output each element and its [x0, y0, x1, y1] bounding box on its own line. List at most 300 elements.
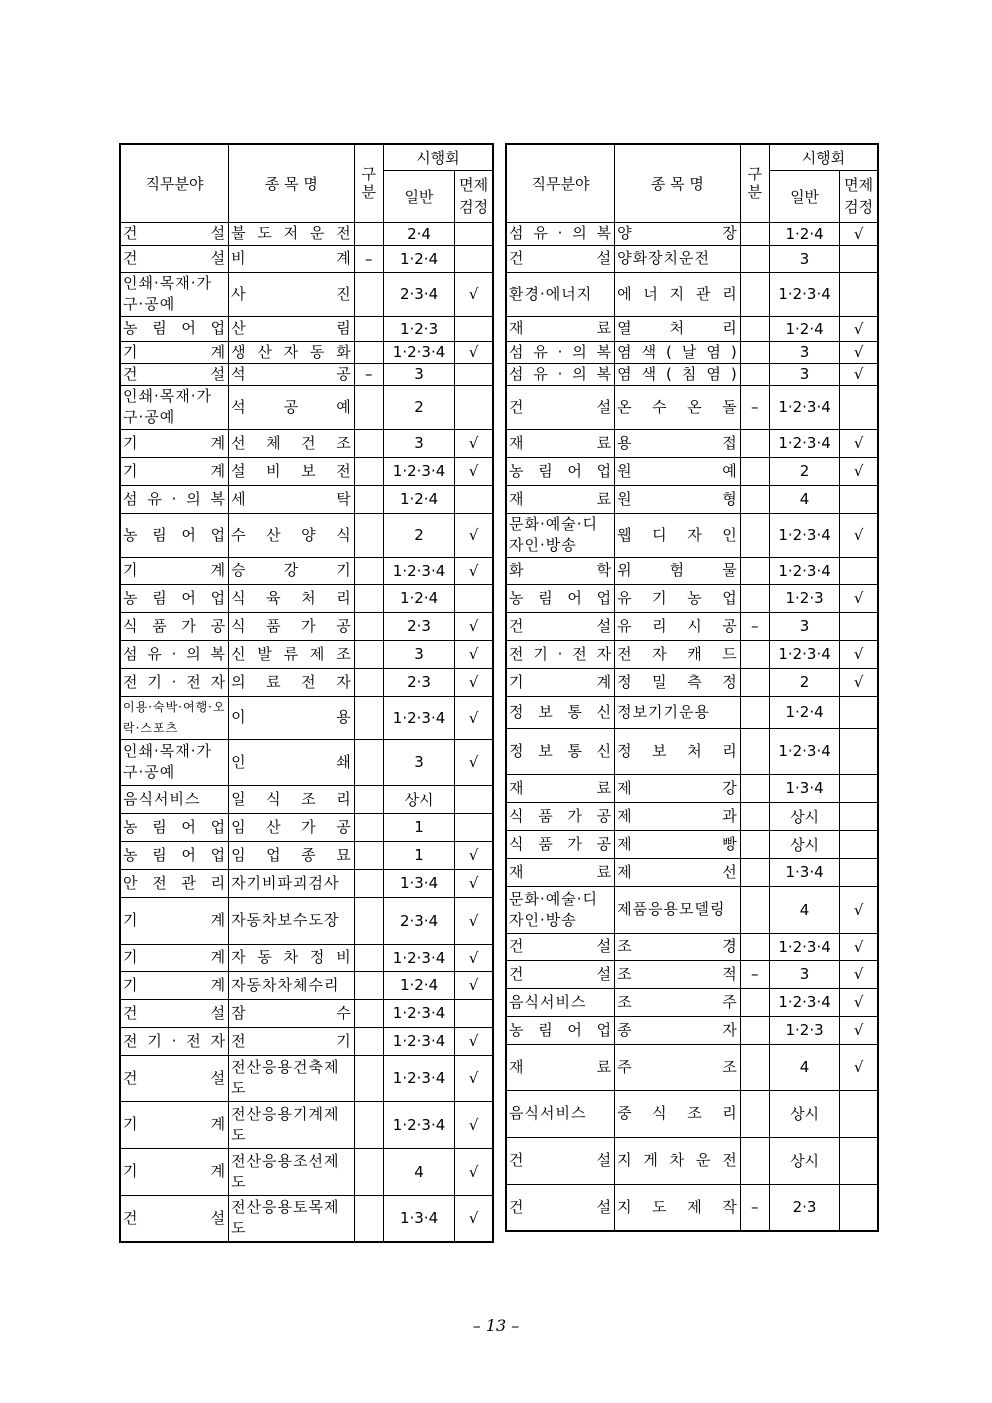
- exempt-mark-cell: [455, 584, 493, 612]
- division-cell: [740, 485, 769, 513]
- job-field-cell: 기 계: [120, 897, 229, 944]
- general-sessions-cell: 2: [383, 385, 454, 429]
- table-row: [506, 728, 878, 774]
- general-sessions-cell: 1·2·3·4: [769, 988, 839, 1016]
- header-exempt: 면제 검정: [840, 170, 878, 222]
- general-sessions-cell: 1: [383, 813, 454, 841]
- general-sessions-cell: 4: [769, 1044, 839, 1090]
- general-sessions-cell: 2: [769, 668, 839, 696]
- table-row: [506, 513, 878, 557]
- job-field-cell: 농 림 어 업: [120, 513, 229, 557]
- general-sessions-cell: 1·2·3·4: [383, 1055, 454, 1101]
- division-cell: [740, 1137, 769, 1184]
- division-cell: [354, 971, 383, 999]
- general-sessions-cell: 2·3·4: [383, 272, 454, 316]
- table-row: [506, 612, 878, 640]
- job-field-cell: 기 계: [120, 429, 229, 457]
- item-name-cell: 전산응용건축제도: [229, 1055, 355, 1101]
- table-row: [506, 668, 878, 696]
- general-sessions-cell: 1·2·3·4: [769, 385, 839, 429]
- general-sessions-cell: 1·2·3: [769, 584, 839, 612]
- division-cell: [740, 1016, 769, 1044]
- job-field-cell: 전 기 · 전 자: [120, 1027, 229, 1055]
- job-field-cell: 기 계: [120, 971, 229, 999]
- job-field-cell: 기 계: [120, 557, 229, 584]
- general-sessions-cell: 3: [769, 960, 839, 988]
- general-sessions-cell: 1·3·4: [383, 869, 454, 897]
- exempt-mark-cell: √: [455, 869, 493, 897]
- division-cell: [354, 612, 383, 640]
- division-cell: [354, 739, 383, 785]
- header-general: 일반: [383, 170, 454, 222]
- item-name-cell: 식 품 가 공: [229, 612, 355, 640]
- job-field-cell: 건 설: [506, 933, 615, 960]
- job-field-cell: 건 설: [120, 999, 229, 1027]
- item-name-cell: 잠 수: [229, 999, 355, 1027]
- general-sessions-cell: 1·2·3·4: [383, 999, 454, 1027]
- table-row: [120, 429, 493, 457]
- job-field-cell: 섬 유 · 의 복: [120, 485, 229, 513]
- exempt-mark-cell: [840, 728, 878, 774]
- item-name-cell: 신 발 류 제 조: [229, 640, 355, 668]
- table-row: [506, 1184, 878, 1231]
- general-sessions-cell: 1·2·3: [383, 316, 454, 341]
- job-field-cell: 건 설: [120, 245, 229, 272]
- table-row: [506, 858, 878, 886]
- general-sessions-cell: 1·2·3·4: [769, 933, 839, 960]
- general-sessions-cell: 1·2·4: [769, 316, 839, 341]
- division-cell: [740, 728, 769, 774]
- table-row: [506, 557, 878, 584]
- job-field-cell: 섬 유 · 의 복: [120, 640, 229, 668]
- item-name-cell: 이 용: [229, 696, 355, 739]
- general-sessions-cell: 상시: [383, 785, 454, 813]
- division-cell: [354, 1055, 383, 1101]
- table-row: [120, 363, 493, 385]
- table-row: [120, 1055, 493, 1101]
- general-sessions-cell: 1·2·3·4: [769, 728, 839, 774]
- general-sessions-cell: 2: [383, 513, 454, 557]
- job-field-cell: 화 학: [506, 557, 615, 584]
- division-cell: [354, 668, 383, 696]
- job-field-cell: 기 계: [120, 944, 229, 971]
- exempt-mark-cell: √: [840, 988, 878, 1016]
- exempt-mark-cell: √: [455, 841, 493, 869]
- job-field-cell: 식 품 가 공: [506, 830, 615, 858]
- exempt-mark-cell: [840, 612, 878, 640]
- general-sessions-cell: 2·3: [383, 668, 454, 696]
- table-row: [120, 696, 493, 739]
- table-row: [120, 485, 493, 513]
- exempt-mark-cell: √: [840, 222, 878, 245]
- division-cell: [740, 513, 769, 557]
- item-name-cell: 불 도 저 운 전: [229, 222, 355, 245]
- job-field-cell: 건 설: [120, 222, 229, 245]
- general-sessions-cell: 1·2·3·4: [769, 272, 839, 316]
- exempt-mark-cell: [455, 316, 493, 341]
- exempt-mark-cell: [840, 557, 878, 584]
- division-cell: [740, 457, 769, 485]
- table-row: [506, 429, 878, 457]
- exempt-mark-cell: [840, 774, 878, 802]
- table-row: [120, 557, 493, 584]
- table-row: [120, 640, 493, 668]
- job-field-cell: 기 계: [120, 341, 229, 363]
- item-name-cell: 제 선: [615, 858, 741, 886]
- table-row: [506, 341, 878, 363]
- exempt-mark-cell: [455, 222, 493, 245]
- division-cell: [354, 485, 383, 513]
- table-row: [506, 960, 878, 988]
- table-row: [120, 222, 493, 245]
- table-row: [120, 944, 493, 971]
- item-name-cell: 자 동 차 정 비: [229, 944, 355, 971]
- job-field-cell: 건 설: [120, 1195, 229, 1242]
- job-field-cell: 건 설: [120, 363, 229, 385]
- exempt-mark-cell: √: [455, 341, 493, 363]
- exempt-mark-cell: √: [840, 668, 878, 696]
- division-cell: [740, 341, 769, 363]
- item-name-cell: 자기비파괴검사: [229, 869, 355, 897]
- job-field-cell: 농 림 어 업: [506, 457, 615, 485]
- exempt-mark-cell: √: [455, 1055, 493, 1101]
- exempt-mark-cell: [455, 385, 493, 429]
- general-sessions-cell: 1·2·3·4: [383, 1101, 454, 1148]
- job-field-cell: 정 보 통 신: [506, 728, 615, 774]
- right-table-body: [506, 222, 878, 1231]
- table-row: [120, 272, 493, 316]
- header-field: 직무분야: [120, 144, 229, 222]
- header-item: 종 목 명: [615, 144, 741, 222]
- item-name-cell: 자동차보수도장: [229, 897, 355, 944]
- table-row: [506, 1044, 878, 1090]
- table-row: [120, 897, 493, 944]
- division-cell: [354, 222, 383, 245]
- division-cell: [740, 774, 769, 802]
- division-cell: [740, 429, 769, 457]
- general-sessions-cell: 4: [769, 886, 839, 933]
- header-general: 일반: [769, 170, 839, 222]
- header-item: 종 목 명: [229, 144, 355, 222]
- header-sessions: 시행회: [383, 144, 493, 170]
- general-sessions-cell: 1·2·3: [769, 1016, 839, 1044]
- table-row: [120, 813, 493, 841]
- item-name-cell: 에 너 지 관 리: [615, 272, 741, 316]
- table-row: [120, 341, 493, 363]
- item-name-cell: 세 탁: [229, 485, 355, 513]
- exempt-mark-cell: √: [840, 429, 878, 457]
- division-cell: [354, 869, 383, 897]
- division-cell: [740, 363, 769, 385]
- exempt-mark-cell: √: [455, 1148, 493, 1195]
- table-row: [120, 1101, 493, 1148]
- item-name-cell: 석 공 예: [229, 385, 355, 429]
- division-cell: [740, 1044, 769, 1090]
- page-number: – 13 –: [472, 1316, 520, 1335]
- general-sessions-cell: 1·2·4: [383, 971, 454, 999]
- job-field-cell: 건 설: [506, 1137, 615, 1184]
- general-sessions-cell: 1·2·3·4: [383, 944, 454, 971]
- exempt-mark-cell: √: [455, 1101, 493, 1148]
- job-field-cell: 건 설: [120, 1055, 229, 1101]
- general-sessions-cell: 1·2·4: [383, 485, 454, 513]
- exempt-mark-cell: √: [455, 513, 493, 557]
- exempt-mark-cell: √: [840, 341, 878, 363]
- division-cell: [354, 385, 383, 429]
- table-row: [506, 696, 878, 728]
- general-sessions-cell: 1·2·3·4: [383, 457, 454, 485]
- division-cell: [354, 999, 383, 1027]
- item-name-cell: 조 경: [615, 933, 741, 960]
- table-row: [506, 886, 878, 933]
- item-name-cell: 지 게 차 운 전: [615, 1137, 741, 1184]
- exempt-mark-cell: [455, 485, 493, 513]
- job-field-cell: 농 림 어 업: [120, 316, 229, 341]
- exempt-mark-cell: [840, 696, 878, 728]
- general-sessions-cell: 1·2·3·4: [383, 557, 454, 584]
- table-row: [506, 316, 878, 341]
- division-cell: [354, 841, 383, 869]
- item-name-cell: 승 강 기: [229, 557, 355, 584]
- table-row: [506, 802, 878, 830]
- exempt-mark-cell: √: [455, 640, 493, 668]
- division-cell: [354, 272, 383, 316]
- job-field-cell: 음식서비스: [506, 1090, 615, 1137]
- table-row: [506, 272, 878, 316]
- job-field-cell: 기 계: [120, 1148, 229, 1195]
- item-name-cell: 제 강: [615, 774, 741, 802]
- exempt-mark-cell: [840, 1137, 878, 1184]
- general-sessions-cell: 1·2·4: [769, 696, 839, 728]
- item-name-cell: 중 식 조 리: [615, 1090, 741, 1137]
- division-cell: –: [740, 1184, 769, 1231]
- item-name-cell: 조 주: [615, 988, 741, 1016]
- header-field: 직무분야: [506, 144, 615, 222]
- job-field-cell: 건 설: [506, 245, 615, 272]
- division-cell: [354, 429, 383, 457]
- division-cell: [354, 557, 383, 584]
- item-name-cell: 전산응용조선제도: [229, 1148, 355, 1195]
- item-name-cell: 원 형: [615, 485, 741, 513]
- item-name-cell: 생 산 자 동 화: [229, 341, 355, 363]
- table-row: [120, 1148, 493, 1195]
- exempt-mark-cell: √: [455, 272, 493, 316]
- division-cell: [354, 316, 383, 341]
- job-field-cell: 섬 유 · 의 복: [506, 341, 615, 363]
- division-cell: [354, 341, 383, 363]
- job-field-cell: 정 보 통 신: [506, 696, 615, 728]
- table-row: [506, 640, 878, 668]
- exempt-mark-cell: √: [455, 557, 493, 584]
- job-field-cell: 섬 유 · 의 복: [506, 363, 615, 385]
- exempt-mark-cell: √: [840, 640, 878, 668]
- table-row: [506, 830, 878, 858]
- exempt-mark-cell: [840, 1184, 878, 1231]
- table-row: [506, 933, 878, 960]
- division-cell: [740, 1090, 769, 1137]
- item-name-cell: 비 계: [229, 245, 355, 272]
- job-field-cell: 재 료: [506, 316, 615, 341]
- division-cell: [354, 513, 383, 557]
- general-sessions-cell: 3: [769, 612, 839, 640]
- job-field-cell: 농 림 어 업: [120, 813, 229, 841]
- division-cell: [740, 272, 769, 316]
- division-cell: [740, 584, 769, 612]
- table-row: [506, 245, 878, 272]
- table-row: [506, 222, 878, 245]
- division-cell: [740, 858, 769, 886]
- item-name-cell: 설 비 보 전: [229, 457, 355, 485]
- exempt-mark-cell: √: [455, 696, 493, 739]
- exempt-mark-cell: √: [840, 363, 878, 385]
- item-name-cell: 전 기: [229, 1027, 355, 1055]
- division-cell: [354, 785, 383, 813]
- exempt-mark-cell: [840, 385, 878, 429]
- exempt-mark-cell: [840, 858, 878, 886]
- table-row: [506, 1090, 878, 1137]
- general-sessions-cell: 2·3: [383, 612, 454, 640]
- item-name-cell: 종 자: [615, 1016, 741, 1044]
- general-sessions-cell: 1·2·4: [383, 245, 454, 272]
- general-sessions-cell: 1·2·3·4: [383, 696, 454, 739]
- division-cell: [354, 457, 383, 485]
- general-sessions-cell: 1·2·4: [383, 584, 454, 612]
- exempt-mark-cell: [455, 999, 493, 1027]
- division-cell: [740, 640, 769, 668]
- general-sessions-cell: 3: [769, 363, 839, 385]
- job-field-cell: 건 설: [506, 960, 615, 988]
- exempt-mark-cell: √: [455, 897, 493, 944]
- division-cell: [354, 1027, 383, 1055]
- general-sessions-cell: 2: [769, 457, 839, 485]
- exempt-mark-cell: [455, 363, 493, 385]
- item-name-cell: 지 도 제 작: [615, 1184, 741, 1231]
- division-cell: [740, 316, 769, 341]
- general-sessions-cell: 1·2·3·4: [769, 557, 839, 584]
- division-cell: [354, 813, 383, 841]
- exempt-mark-cell: [455, 813, 493, 841]
- exempt-mark-cell: √: [455, 457, 493, 485]
- table-row: [506, 584, 878, 612]
- job-field-cell: 건 설: [506, 612, 615, 640]
- job-field-cell: 재 료: [506, 429, 615, 457]
- job-field-cell: 기 계: [506, 668, 615, 696]
- table-row: [506, 485, 878, 513]
- exempt-mark-cell: [455, 785, 493, 813]
- job-field-cell: 섬 유 · 의 복: [506, 222, 615, 245]
- general-sessions-cell: 2·3: [769, 1184, 839, 1231]
- table-row: [120, 739, 493, 785]
- job-field-cell: 식 품 가 공: [120, 612, 229, 640]
- division-cell: –: [740, 960, 769, 988]
- exempt-mark-cell: √: [455, 971, 493, 999]
- item-name-cell: 유 리 시 공: [615, 612, 741, 640]
- job-field-cell: 기 계: [120, 457, 229, 485]
- exempt-mark-cell: √: [840, 584, 878, 612]
- exempt-mark-cell: √: [840, 886, 878, 933]
- job-field-cell: 재 료: [506, 485, 615, 513]
- item-name-cell: 양화장치운전: [615, 245, 741, 272]
- exempt-mark-cell: √: [455, 1027, 493, 1055]
- item-name-cell: 전 자 캐 드: [615, 640, 741, 668]
- item-name-cell: 전산응용토목제도: [229, 1195, 355, 1242]
- general-sessions-cell: 1·2·4: [769, 222, 839, 245]
- item-name-cell: 석 공: [229, 363, 355, 385]
- exempt-mark-cell: √: [840, 513, 878, 557]
- general-sessions-cell: 1·3·4: [383, 1195, 454, 1242]
- division-cell: [354, 944, 383, 971]
- division-cell: [740, 802, 769, 830]
- job-field-cell: 인쇄·목재·가구·공예: [120, 739, 229, 785]
- table-row: [120, 1195, 493, 1242]
- general-sessions-cell: 2·4: [383, 222, 454, 245]
- item-name-cell: 식 육 처 리: [229, 584, 355, 612]
- job-field-cell: 음식서비스: [506, 988, 615, 1016]
- table-row: [506, 774, 878, 802]
- item-name-cell: 일 식 조 리: [229, 785, 355, 813]
- item-name-cell: 조 적: [615, 960, 741, 988]
- exempt-mark-cell: [455, 245, 493, 272]
- exempt-mark-cell: √: [840, 1044, 878, 1090]
- item-name-cell: 열 처 리: [615, 316, 741, 341]
- item-name-cell: 제품응용모델링: [615, 886, 741, 933]
- job-field-cell: 음식서비스: [120, 785, 229, 813]
- general-sessions-cell: 3: [769, 245, 839, 272]
- job-field-cell: 문화·예술·디자인·방송: [506, 513, 615, 557]
- general-sessions-cell: 1·2·3·4: [769, 429, 839, 457]
- job-field-cell: 건 설: [506, 385, 615, 429]
- item-name-cell: 전산응용기계제도: [229, 1101, 355, 1148]
- table-row: [120, 841, 493, 869]
- item-name-cell: 사 진: [229, 272, 355, 316]
- item-name-cell: 온 수 온 돌: [615, 385, 741, 429]
- exempt-mark-cell: [840, 802, 878, 830]
- exempt-mark-cell: [840, 1090, 878, 1137]
- job-field-cell: 안 전 관 리: [120, 869, 229, 897]
- job-field-cell: 문화·예술·디자인·방송: [506, 886, 615, 933]
- item-name-cell: 양 장: [615, 222, 741, 245]
- item-name-cell: 임 산 가 공: [229, 813, 355, 841]
- job-field-cell: 기 계: [120, 1101, 229, 1148]
- table-row: [120, 584, 493, 612]
- right-table: [505, 143, 879, 1232]
- division-cell: –: [740, 385, 769, 429]
- table-row: [506, 1016, 878, 1044]
- division-cell: [740, 696, 769, 728]
- item-name-cell: 임 업 종 묘: [229, 841, 355, 869]
- item-name-cell: 웹 디 자 인: [615, 513, 741, 557]
- general-sessions-cell: 1: [383, 841, 454, 869]
- item-name-cell: 제 과: [615, 802, 741, 830]
- item-name-cell: 제 빵: [615, 830, 741, 858]
- exempt-mark-cell: [840, 272, 878, 316]
- item-name-cell: 위 험 물: [615, 557, 741, 584]
- general-sessions-cell: 1·2·3·4: [383, 341, 454, 363]
- table-row: [120, 785, 493, 813]
- division-cell: [354, 696, 383, 739]
- general-sessions-cell: 1·2·3·4: [769, 640, 839, 668]
- table-row: [120, 513, 493, 557]
- division-cell: [740, 222, 769, 245]
- exempt-mark-cell: √: [840, 1016, 878, 1044]
- table-row: [120, 1027, 493, 1055]
- general-sessions-cell: 상시: [769, 802, 839, 830]
- general-sessions-cell: 상시: [769, 1137, 839, 1184]
- division-cell: –: [354, 245, 383, 272]
- item-name-cell: 원 예: [615, 457, 741, 485]
- division-cell: [740, 245, 769, 272]
- division-cell: [354, 584, 383, 612]
